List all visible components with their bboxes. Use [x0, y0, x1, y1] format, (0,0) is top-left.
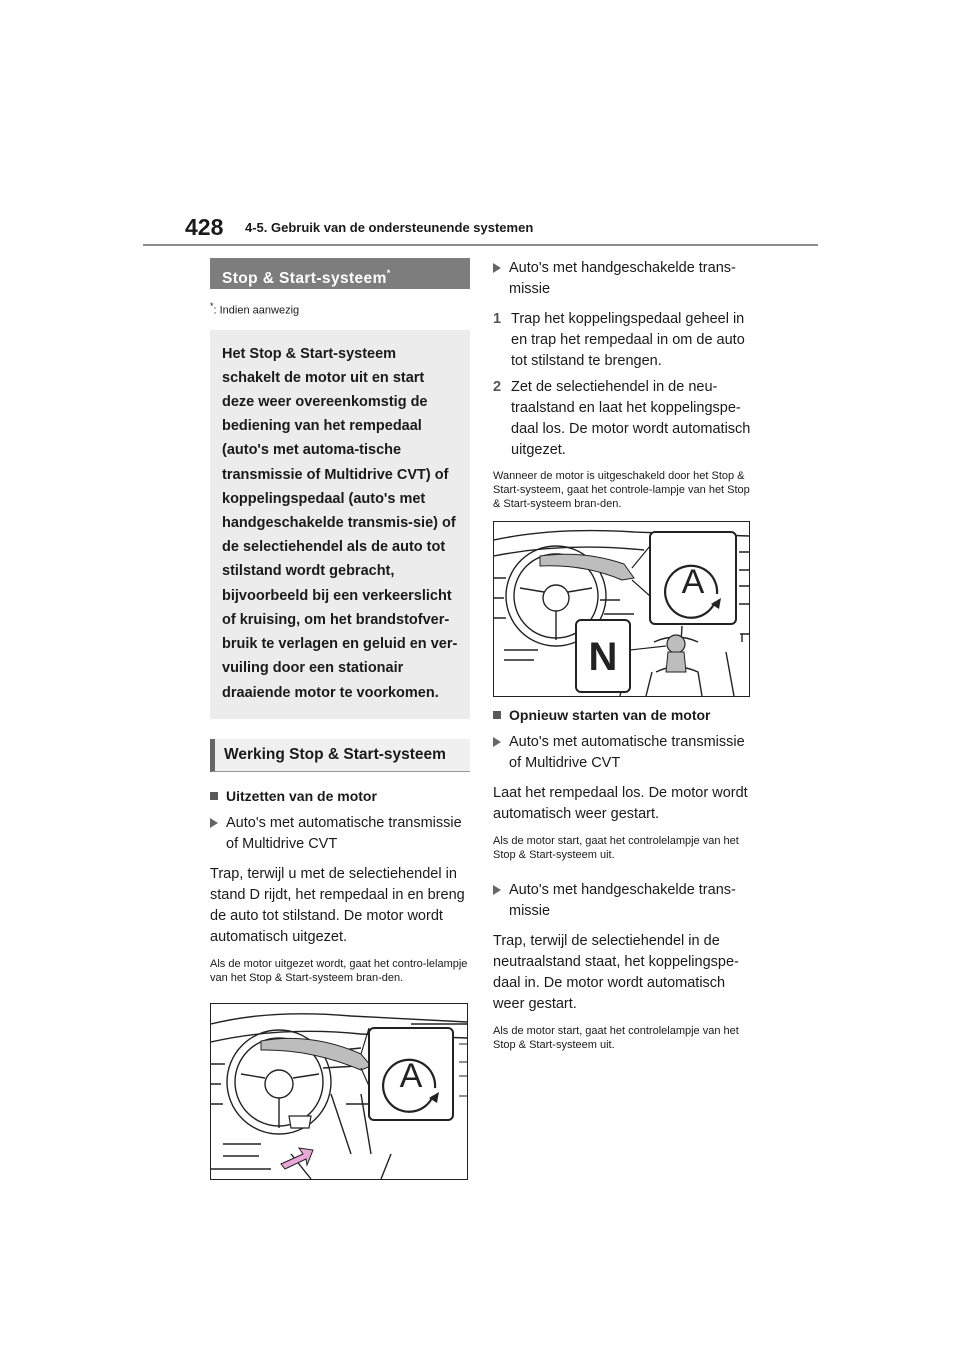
figure1-letter-a: A — [399, 1056, 423, 1095]
right-column — [493, 258, 751, 1062]
bullet-manual — [493, 258, 751, 300]
pedal-arrow-icon — [281, 1148, 313, 1169]
step-1 — [493, 309, 751, 372]
note-automatic-restart: Als de motor start, gaat het controlelampje van het Stop & Start-systeem uit. — [493, 835, 739, 861]
square-bullet-icon — [493, 711, 501, 719]
step-number: 2 — [493, 379, 502, 395]
triangle-bullet-icon — [210, 818, 218, 828]
paragraph-manual-restart: Trap, terwijl de selectiehendel in de neutraalstand staat, het koppelingspe-daal in. De motor wordt automatisch weer gestart. — [493, 933, 739, 1012]
dashboard-illustration — [211, 1004, 467, 1179]
bullet-automatic — [210, 813, 470, 855]
summary-box: Het Stop & Start-systeem schakelt de motor uit en start deze weer overeenkomstig de bediening van het rempedaal (auto's met automa-tische transmissie of Multidrive CVT) of koppelingspedaal (auto's met handgeschakelde transmis-sie) of de selectiehendel als de auto tot stilstand wordt gebracht, bijvoorbeeld bij een verkeerslicht of kruising, om het brandstofver-bruik te verlagen en geluid en ver-vuiling door een stationair draaiende motor te voorkomen. — [210, 330, 470, 719]
footnote-text: : Indien aanwezig — [213, 304, 300, 317]
page-number: 428 — [185, 214, 224, 240]
subheading-text: Uitzetten van de motor — [226, 787, 377, 804]
triangle-bullet-icon — [493, 737, 501, 747]
dashboard-manual-illustration — [494, 522, 749, 696]
bullet-text: Auto's met automatische transmissie of Multidrive CVT — [226, 814, 462, 852]
note-manual-stop: Wanneer de motor is uitgeschakeld door het Stop & Start-systeem, gaat het controle-lampje van het Stop & Start-systeem bran-den. — [493, 470, 750, 510]
bullet-text: Auto's met handgeschakelde trans-missie — [509, 882, 736, 919]
left-column — [210, 258, 470, 1180]
bullet-manual-restart — [493, 880, 751, 922]
step-2 — [493, 377, 751, 461]
subheading-stop-engine — [210, 788, 470, 804]
figure-dashboard-automatic — [210, 1003, 468, 1180]
paragraph-automatic-restart: Laat het rempedaal los. De motor wordt automatisch weer gestart. — [493, 785, 748, 822]
subheading-text: Opnieuw starten van de motor — [509, 707, 711, 723]
triangle-bullet-icon — [493, 885, 501, 895]
running-head: 4-5. Gebruik van de ondersteunende systemen — [245, 220, 534, 235]
figure2-letter-a: A — [681, 563, 705, 601]
bullet-text: Auto's met automatische transmissie of Multidrive CVT — [509, 734, 745, 771]
figure2-letter-n: N — [588, 635, 618, 679]
paragraph-automatic-stop: Trap, terwijl u met de selectiehendel in stand D rijdt, het rempedaal in en breng de auto tot stilstand. De motor wordt automatisch uitgezet. — [210, 865, 465, 945]
section-title-werking: Werking Stop & Start-systeem — [210, 739, 470, 772]
step-text: Trap het koppelingspedaal geheel in en trap het rempedaal in om de auto tot stilstand te brengen. — [511, 311, 745, 369]
footnote-mark: * — [210, 301, 214, 311]
section-title-stop-start — [210, 258, 470, 289]
bullet-text: Auto's met handgeschakelde trans-missie — [509, 260, 736, 297]
step-text: Zet de selectiehendel in de neu-traalstand en laat het koppelingspe-daal los. De motor wordt automatisch uitgezet. — [511, 379, 751, 458]
bullet-automatic-restart — [493, 732, 751, 774]
triangle-bullet-icon — [493, 263, 501, 273]
asterisk-mark: * — [386, 268, 391, 278]
footnote — [210, 301, 470, 317]
subheading-restart-engine — [493, 707, 751, 723]
note-manual-restart: Als de motor start, gaat het controlelampje van het Stop & Start-systeem uit. — [493, 1025, 739, 1051]
section-title-text: Stop & Start-systeem — [222, 270, 387, 287]
header-rule — [143, 244, 818, 246]
note-automatic-stop: Als de motor uitgezet wordt, gaat het contro-lelampje van het Stop & Start-systeem bran-den. — [210, 957, 468, 984]
figure-dashboard-manual — [493, 521, 750, 697]
square-bullet-icon — [210, 792, 218, 800]
step-number: 1 — [493, 311, 502, 327]
